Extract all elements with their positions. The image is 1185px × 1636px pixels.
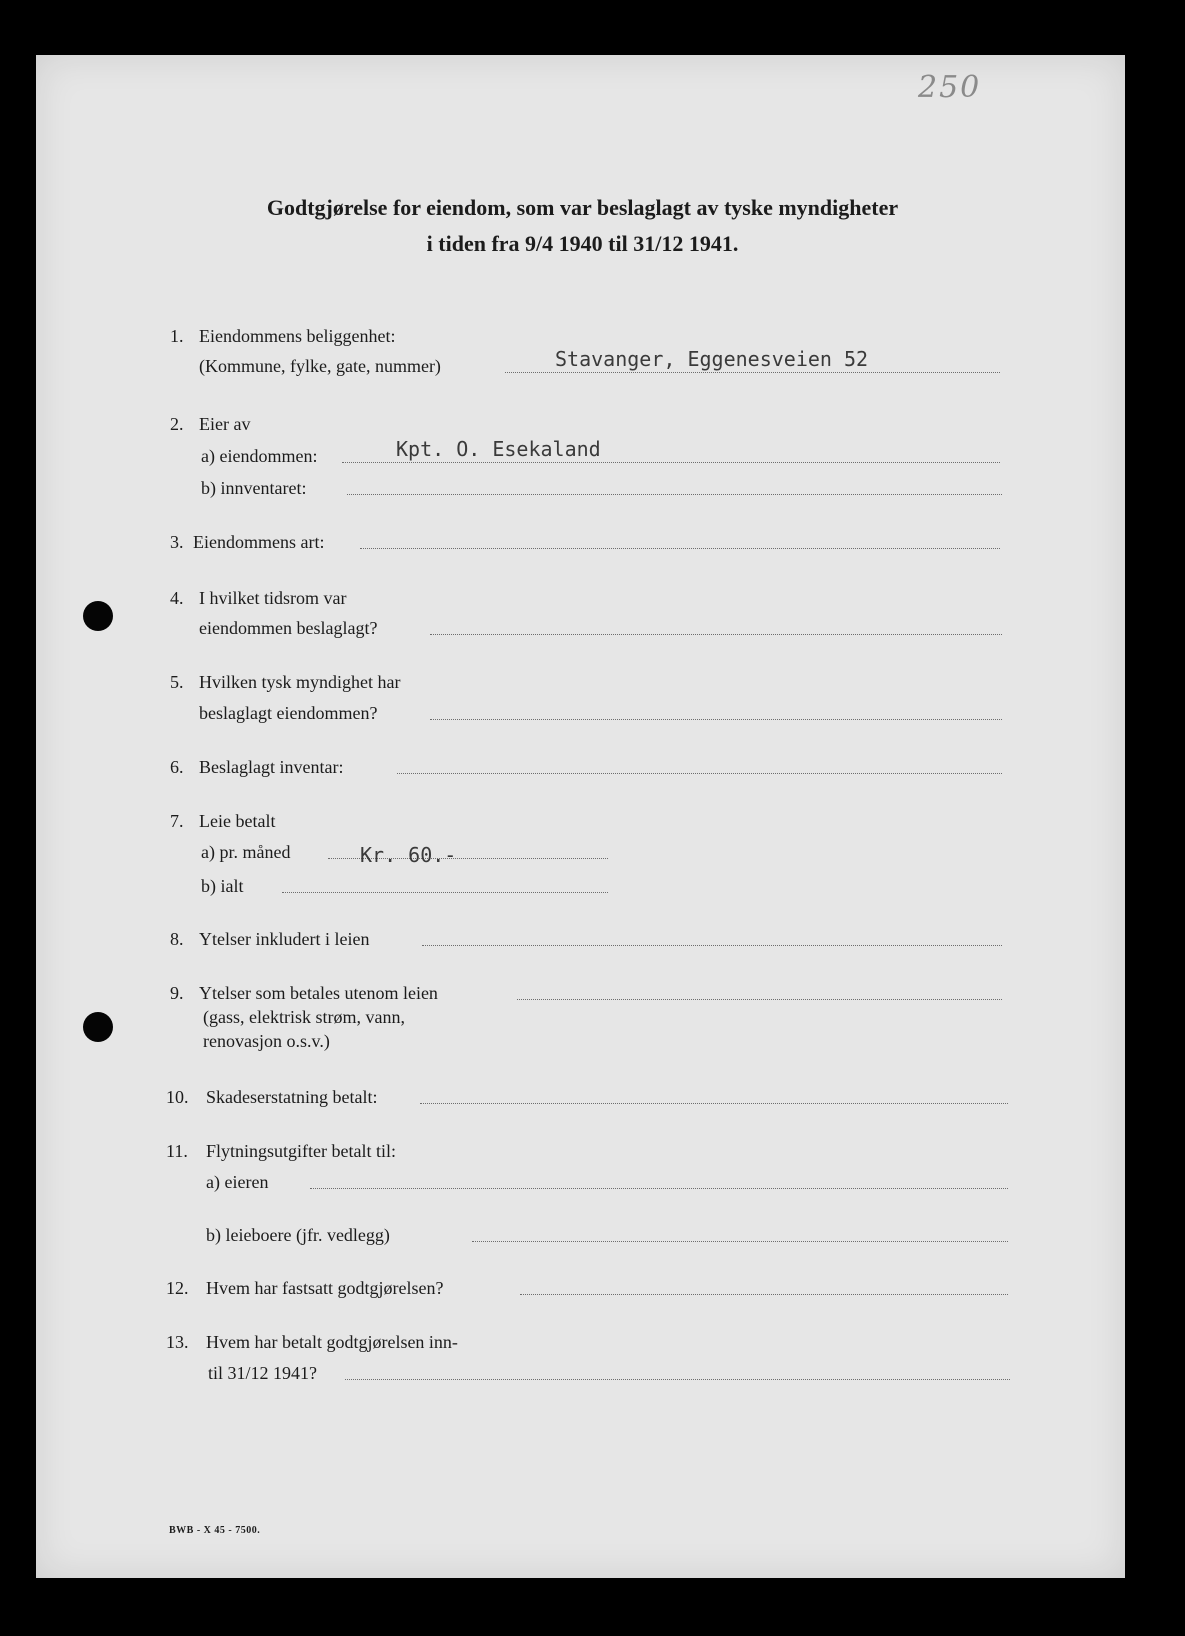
item-7b-line [282,892,608,893]
item-8-label: Ytelser inkludert i leien [199,929,370,949]
item-13-line [345,1379,1010,1380]
item-7a-label: a) pr. måned [201,842,291,862]
item-11-number: 11. [166,1141,188,1161]
printer-code: BWB - X 45 - 7500. [169,1525,261,1536]
title-line-2: i tiden fra 9/4 1940 til 31/12 1941. [426,231,739,256]
item-9-sublabel-2: renovasjon o.s.v.) [203,1031,330,1051]
item-10-line [420,1103,1008,1104]
item-4-label: I hvilket tidsrom var [199,588,347,608]
item-5-number: 5. [170,672,184,692]
item-3-label: Eiendommens art: [193,532,325,552]
item-10-label: Skadeserstatning betalt: [206,1087,378,1107]
item-12-label: Hvem har fastsatt godtgjørelsen? [206,1278,444,1298]
item-7a-value: Kr. 60.- [360,843,457,867]
item-4-number: 4. [170,588,184,608]
item-5-sublabel: beslaglagt eiendommen? [199,703,378,723]
item-9-sublabel-1: (gass, elektrisk strøm, vann, [203,1007,405,1027]
item-5-label: Hvilken tysk myndighet har [199,672,401,692]
item-8-line [422,945,1002,946]
item-13-number: 13. [166,1332,189,1352]
item-11-label: Flytningsutgifter betalt til: [206,1141,396,1161]
item-13-label: Hvem har betalt godtgjørelsen inn- [206,1332,458,1352]
item-1-number: 1. [170,326,184,346]
item-1-value: Stavanger, Eggenesveien 52 [555,347,869,371]
item-2-number: 2. [170,414,184,434]
item-2b-line [347,494,1002,495]
item-11a-label: a) eieren [206,1172,269,1192]
item-2b-label: b) innventaret: [201,478,307,498]
item-1-label: Eiendommens beliggenhet: [199,326,396,346]
item-1-line [505,372,1000,373]
item-5-line [430,719,1002,720]
item-12-number: 12. [166,1278,189,1298]
item-3-number: 3. [170,532,184,552]
item-11b-line [472,1241,1008,1242]
item-7b-label: b) ialt [201,876,244,896]
item-6-label: Beslaglagt inventar: [199,757,344,777]
item-11b-label: b) leieboere (jfr. vedlegg) [206,1225,390,1245]
item-2-label: Eier av [199,414,251,434]
item-4-sublabel: eiendommen beslaglagt? [199,618,378,638]
item-8-number: 8. [170,929,184,949]
form-title [160,190,1005,262]
page-number: 250 [918,70,982,105]
punch-hole [83,601,113,631]
item-2a-label: a) eiendommen: [201,446,318,466]
item-6-number: 6. [170,757,184,777]
item-12-line [520,1294,1008,1295]
item-9-number: 9. [170,983,184,1003]
item-2a-line [342,462,1000,463]
item-7-number: 7. [170,811,184,831]
item-11a-line [310,1188,1008,1189]
item-4-line [430,634,1002,635]
item-10-number: 10. [166,1087,189,1107]
item-3-line [360,548,1000,549]
item-9-label: Ytelser som betales utenom leien [199,983,438,1003]
item-7-label: Leie betalt [199,811,276,831]
item-1-sublabel: (Kommune, fylke, gate, nummer) [199,356,441,376]
title-line-1: Godtgjørelse for eiendom, som var beslaglagt av tyske myndigheter [266,195,899,220]
item-13-sublabel: til 31/12 1941? [208,1363,317,1383]
item-2a-value: Kpt. O. Esekaland [396,437,601,461]
item-6-line [397,773,1002,774]
item-9-line [517,999,1002,1000]
punch-hole [83,1012,113,1042]
